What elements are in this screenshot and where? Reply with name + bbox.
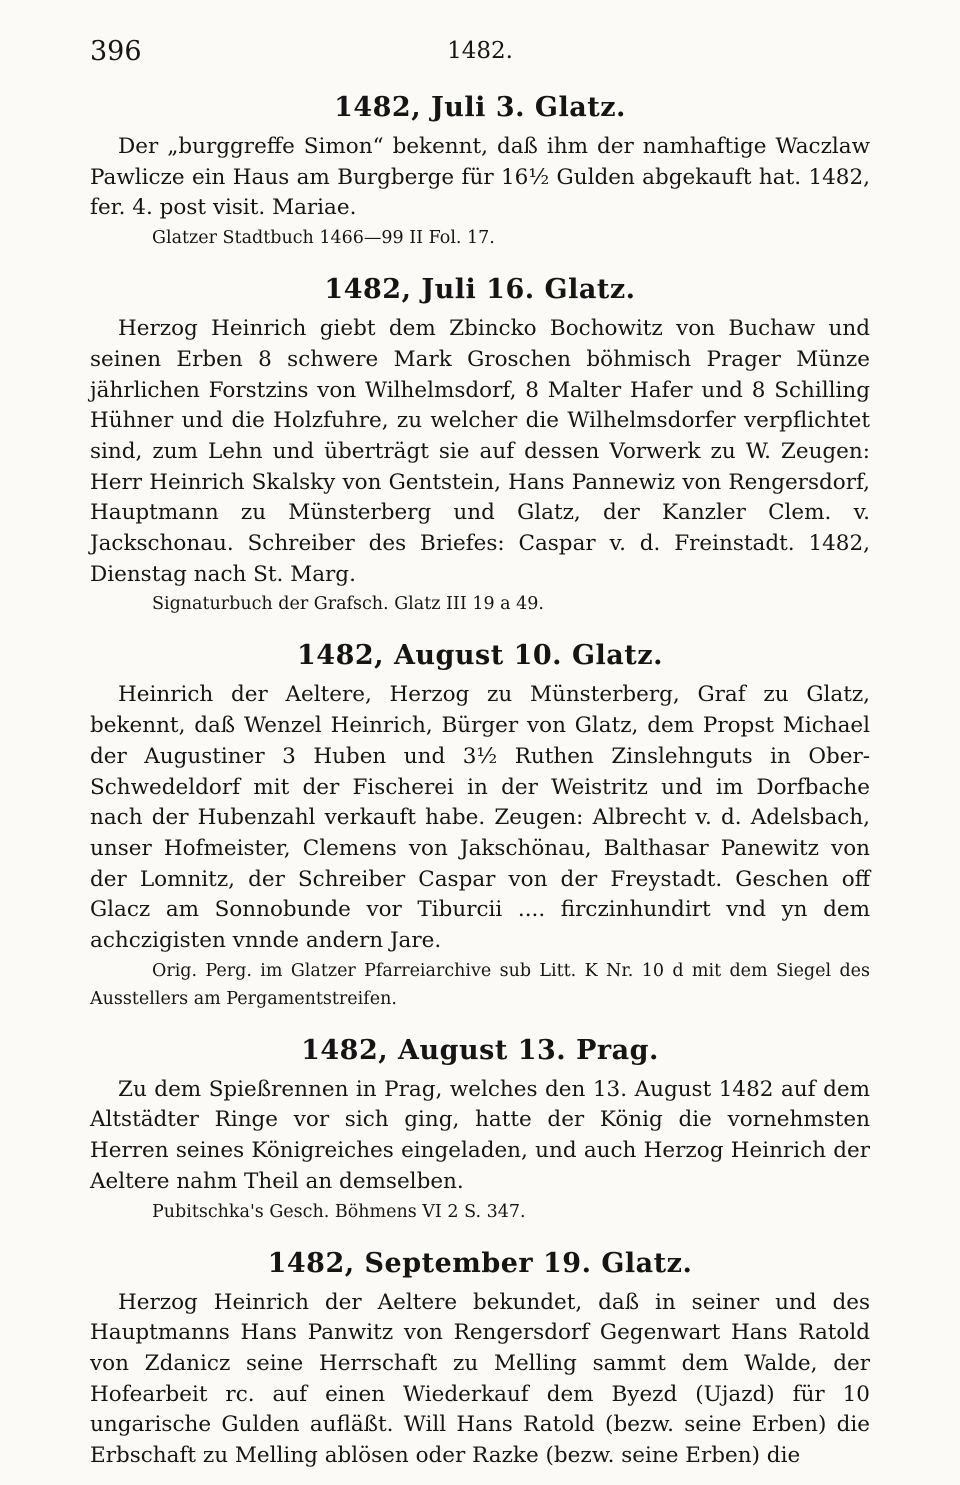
entry-source: Signaturbuch der Grafsch. Glatz III 19 a 49. [152,594,544,615]
entry [90,270,870,618]
running-head [90,30,870,70]
entry-body: Heinrich der Aeltere, Herzog zu Münsterberg, Graf zu Glatz, bekennt, daß Wenzel Heinrich, Bürger von Glatz, dem Propst Michael der Augustiner 3 Huben und 3½ Ruthen Zinslehnguts in Ober-Schwedeldorf mit der Fischerei in der Weistritz und im Dorfbache nach der Hubenzahl verkauft habe. Zeugen: Albrecht v. d. Adelsbach, unser Hofmeister, Clemens von Jakschönau, Balthasar Panewitz von der Lomnitz, der Schreiber Caspar von der Freystadt. Geschen off Glacz am Sonnobunde vor Tiburcii .... firczinhundirt vnd yn dem achczigisten vnnde andern Jare. [90,682,870,954]
entry-body: Herzog Heinrich der Aeltere bekundet, daß in seiner und des Hauptmanns Hans Panwitz von Rengersdorf Gegenwart Hans Ratold von Zdanicz seine Herrschaft zu Melling sammt dem Walde, der Hofearbeit rc. auf einen Wiederkauf dem Byezd (Ujazd) für 10 ungarische Gulden aufläßt. Will Hans Ratold (bezw. seine Erben) die Erbschaft zu Melling ablösen oder Razke (bezw. seine Erben) die [90,1289,870,1469]
running-head-year: 1482. [447,38,513,64]
entry-title: 1482, September 19. Glatz. [267,1247,693,1279]
entry-title: 1482, Juli 16. Glatz. [324,274,636,306]
page-number: 396 [90,36,142,67]
document-page [90,30,870,1472]
entry-title: 1482, Juli 3. Glatz. [334,92,626,123]
entry [90,88,870,252]
entry [90,636,870,1012]
entry-title: 1482, August 13. Prag. [301,1034,659,1066]
entry-body: Der „burggreffe Simon“ bekennt, daß ihm der namhaftige Waczlaw Pawlicze ein Haus am Burgberge für 16½ Gulden abgekauft hat. 1482, fer. 4. post visit. Mariae. [90,134,870,221]
entry-source: Pubitschka's Gesch. Böhmens VI 2 S. 347. [152,1201,526,1222]
entry-body: Herzog Heinrich giebt dem Zbincko Bochowitz von Buchaw und seinen Erben 8 schwere Mark Groschen böhmisch Prager Münze jährlichen Forstzins von Wilhelmsdorf, 8 Malter Hafer und 8 Schilling Hühner und die Holzfuhre, zu welcher die Wilhelmsdorfer verpflichtet sind, zum Lehn und überträgt sie auf dessen Vorwerk zu W. Zeugen: Herr Heinrich Skalsky von Gentstein, Hans Pannewiz von Rengersdorf, Hauptmann zu Münsterberg und Glatz, der Kanzler Clem. v. Jackschonau. Schreiber des Briefes: Caspar v. d. Freinstadt. 1482, Dienstag nach St. Marg. [90,316,870,587]
entry-title: 1482, August 10. Glatz. [297,640,663,672]
entry [90,1031,870,1226]
entry-body: Zu dem Spießrennen in Prag, welches den 13. August 1482 auf dem Altstädter Ringe vor sich ging, hatte der König die vornehmsten Herren seines Königreiches eingeladen, und auch Herzog Heinrich der Aeltere nahm Theil an demselben. [90,1076,870,1194]
entry-source: Orig. Perg. im Glatzer Pfarreiarchive sub Litt. K Nr. 10 d mit dem Siegel des Ausstellers am Pergamentstreifen. [90,960,870,1009]
entry-source: Glatzer Stadtbuch 1466—99 II Fol. 17. [152,228,495,249]
entry [90,1244,870,1472]
